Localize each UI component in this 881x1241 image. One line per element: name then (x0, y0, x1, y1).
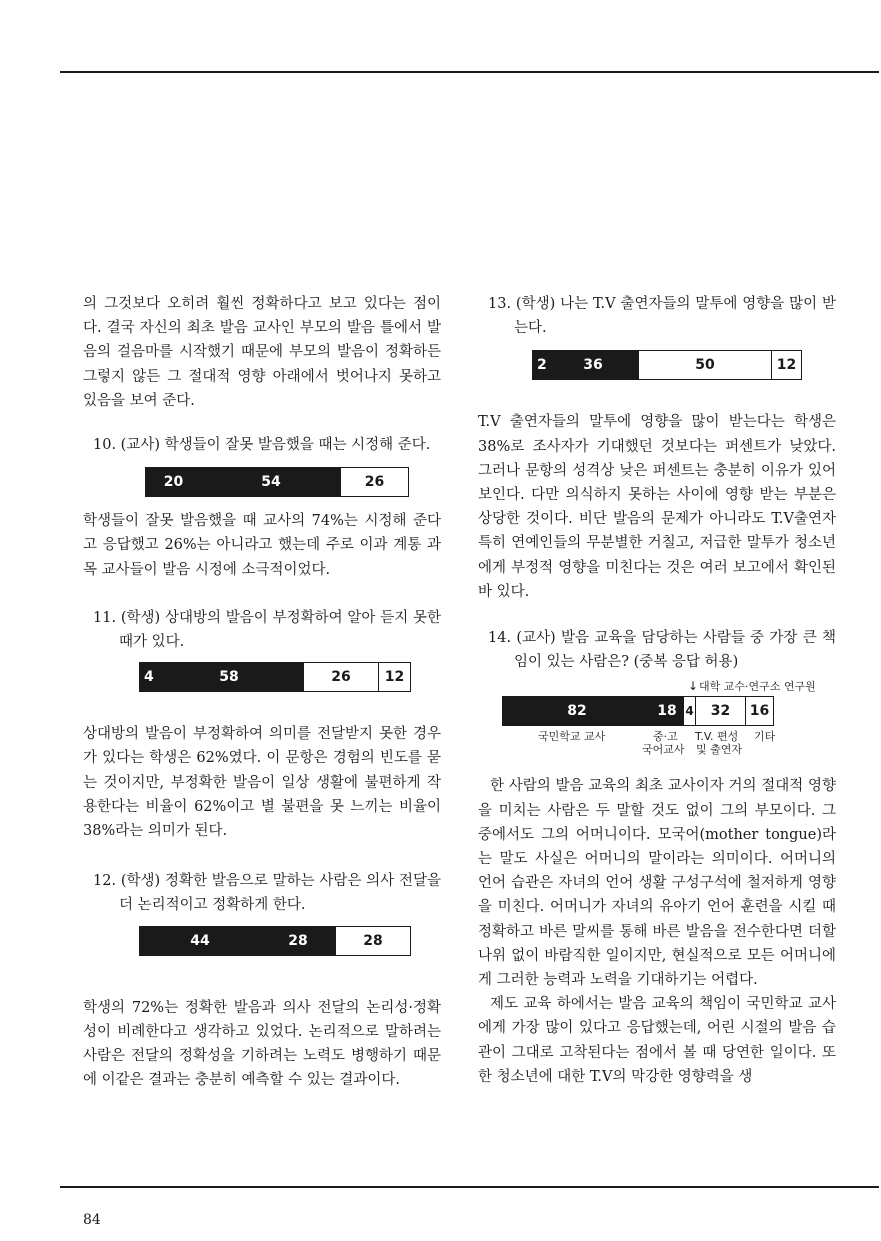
bar-segment: 12 (378, 663, 410, 691)
arrow-down-icon: ↓ (688, 679, 699, 694)
label-tv-programming: T.V. 편성 (695, 730, 739, 744)
paragraph: 학생들이 잘못 발음했을 때 교사의 74%는 시정해 준다고 응답했고 26%는 아니라고 했는데 주로 이과 계통 과목 교사들이 발음 시정에 소극적이었다. (83, 513, 441, 578)
bar-segment: 58 (154, 663, 304, 691)
bar-segment: 12 (771, 351, 801, 379)
bar-segment: 82 (503, 697, 651, 725)
label-other: 기타 (754, 730, 776, 744)
paragraph: 제도 교육 하에서는 발음 교육의 책임이 국민학교 교사에게 가장 많이 있다고 응답했는데, 어린 시절의 발음 습관이 그대로 고착된다는 점에서 볼 때 당연한 일이다. 또한 청소년에 대한 T.V의 막강한 영향력을 생 (478, 996, 836, 1085)
bar-chart-q10 (145, 467, 409, 497)
question-13: 13. (학생) 나는 T.V 출연자들의 말투에 영향을 많이 받는다. (488, 296, 836, 337)
bar-segment: 32 (695, 697, 745, 725)
paragraph: 학생의 72%는 정확한 발음과 의사 전달의 논리성·정확성이 비례한다고 생각하고 있었다. 논리적으로 말하려는 사람은 전달의 정확성을 기하려는 노력도 병행하기 때문에 이같은 결과는 충분히 예측할 수 있는 결과이다. (83, 999, 441, 1089)
paragraph: 상대방의 발음이 부정확하여 의미를 전달받지 못한 경우가 있다는 학생은 62%였다. 이 문항은 경험의 빈도를 묻는 것이지만, 부정확한 발음이 일상 생활에 불편하게 작용한다는 비율이 62%이고 별 불편을 못 느끼는 비율이 38%라는 의미가 된다. (83, 726, 441, 840)
question-12: 12. (학생) 정확한 발음으로 말하는 사람은 의사 전달을 더 논리적이고 정확하게 한다. (93, 873, 441, 914)
label-elementary-teacher: 국민학교 교사 (538, 730, 606, 744)
bar-segment: 28 (336, 927, 410, 955)
paragraph: 한 사람의 발음 교육의 최초 교사이자 거의 절대적 영향을 미치는 사람은 두 말할 것도 없이 그의 부모이다. 그 중에서도 그의 어머니이다. 모국어(mother tongue)라는 말도 사실은 어머니의 말이라는 의미이다. 어머니의 언어 습관은 자녀의 언어 생활 구성구석에 철저하게 영향을 미친다. 어머니가 자녀의 유아기 언어 훈련을 시킬 때 정확하고 바른 말씨를 통해 바른 발음을 전수한다면 더할 나위 없이 바람직한 일이지만, 현실적으로 모든 어머니에게 그러한 능력과 노력을 기대하기는 어렵다. (478, 778, 836, 989)
bar-segment: 18 (651, 697, 683, 725)
bar-chart-q14 (502, 696, 774, 726)
question-14: 14. (교사) 발음 교육을 담당하는 사람들 중 가장 큰 책임이 있는 사람은? (중복 응답 허용) (488, 630, 836, 671)
bar-chart-q11 (139, 662, 411, 692)
bar-segment: 36 (547, 351, 639, 379)
question-10: 10. (교사) 학생들이 잘못 발음했을 때는 시정해 준다. (93, 437, 431, 454)
right-column (478, 292, 836, 1089)
label-tv-performers: 및 출연자 (696, 743, 743, 757)
bar-segment: 2 (533, 351, 547, 379)
bar-segment: 16 (745, 697, 773, 725)
bar-segment: 54 (201, 468, 341, 496)
paragraph: 의 그것보다 오히려 훨씬 정확하다고 보고 있다는 점이다. 결국 자신의 최초 발음 교사인 부모의 발음 틀에서 발음의 걸음마를 시작했기 때문에 부모의 발음이 정확하든 그렇지 않든 그 절대적 영향 아래에서 벗어나지 못하고 있음을 보여 준다. (83, 296, 441, 409)
bar-segment: 44 (140, 927, 260, 955)
label-university: 대학 교수·연구소 연구원 (699, 680, 816, 694)
bar-segment: 26 (341, 468, 408, 496)
bar-segment: 50 (639, 351, 771, 379)
bottom-rule (60, 1186, 879, 1188)
bar-chart-q12 (139, 926, 411, 956)
bar-chart-q14-block (478, 678, 836, 758)
top-rule (60, 71, 879, 73)
bar-segment: 28 (260, 927, 336, 955)
paragraph: T.V 출연자들의 말투에 영향을 많이 받는다는 학생은 38%로 조사자가 기대했던 것보다는 퍼센트가 낮았다. 그러나 문항의 성격상 낮은 퍼센트는 충분히 이유가 있어 보인다. 다만 의식하지 못하는 사이에 영향 받는 부분은 상당한 것이다. 비단 발음의 문제가 아니라도 T.V출연자 특히 연예인들의 무분별한 거칠고, 저급한 말투가 청소년에게 부정적 영향을 미친다는 것은 여러 보고에서 확인된 바 있다. (478, 414, 836, 600)
bar-segment: 4 (140, 663, 154, 691)
bar-chart-q13 (532, 350, 802, 380)
label-korean-teacher: 국어교사 (642, 743, 685, 757)
bar-segment: 4 (683, 697, 695, 725)
bar-segment: 20 (146, 468, 201, 496)
bar-segment: 26 (304, 663, 378, 691)
label-middle-high: 중·고 (653, 730, 678, 744)
question-11: 11. (학생) 상대방의 발음이 부정확하여 알아 듣지 못한 때가 있다. (93, 609, 441, 651)
page-number: 84 (83, 1212, 101, 1228)
left-column (83, 292, 441, 1092)
